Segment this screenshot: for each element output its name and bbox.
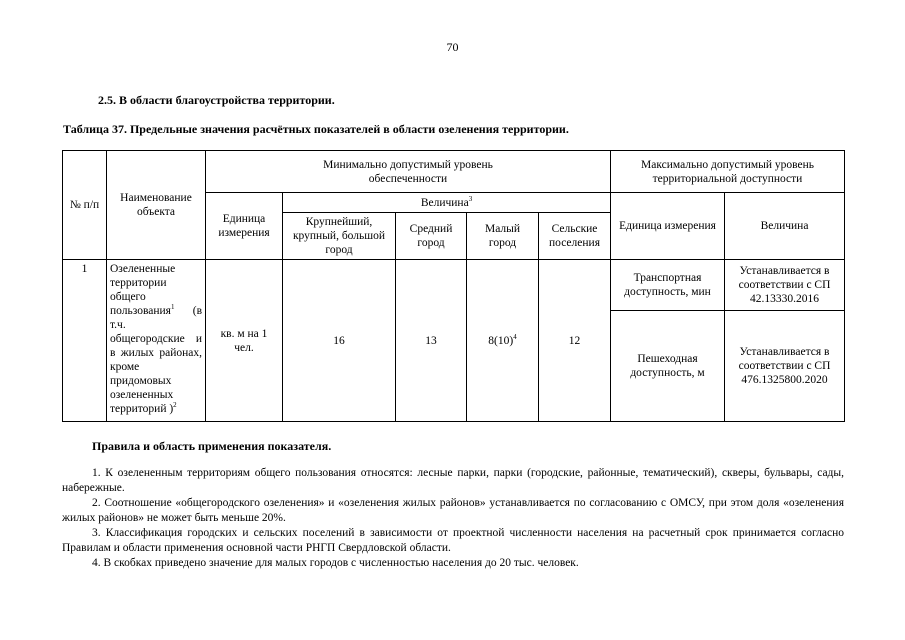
header-unit-2: Единица измерения xyxy=(611,193,725,260)
pedestrian-access-unit: Пешеходная доступность, м xyxy=(611,311,725,422)
footnote-1: 1 xyxy=(170,303,175,312)
rule-item: 1. К озелененным территориям общего пользования относятся: лесные парки, парки (городские, районные, тематический), скверы, бульвары, сады, набережные. xyxy=(62,467,844,494)
table-caption: Таблица 37. Предельные значения расчётных показателей в области озеленения территории. xyxy=(63,122,569,136)
row-small-value-text: 8(10) xyxy=(488,334,514,347)
transport-access-unit: Транспортная доступность, мин xyxy=(611,260,725,311)
rules-list xyxy=(62,466,844,571)
section-title: 2.5. В области благоустройства территории. xyxy=(98,93,335,107)
row-rural-value: 12 xyxy=(539,260,611,422)
row-unit: кв. м на 1 чел. xyxy=(206,260,283,422)
footnote-3: 3 xyxy=(468,194,473,203)
header-rural: Сельские поселения xyxy=(539,213,611,260)
row-largest-value: 16 xyxy=(283,260,396,422)
indicators-table xyxy=(62,150,845,422)
transport-access-value: Устанавливается в соответствии с СП 42.13330.2016 xyxy=(725,260,845,311)
header-value xyxy=(283,193,611,213)
header-min-level: Минимально допустимый уровень обеспеченности xyxy=(206,151,611,193)
row-name xyxy=(107,260,206,422)
header-small-city: Малый город xyxy=(467,213,539,260)
row-name-part2: (в т.ч. общегородские и в жилых районах, кроме придомовых озелененных территорий ) xyxy=(110,305,202,415)
header-num: № п/п xyxy=(63,151,107,260)
pedestrian-access-value: Устанавливается в соответствии с СП 476.1325800.2020 xyxy=(725,311,845,422)
page-number: 70 xyxy=(446,40,459,54)
row-small-value xyxy=(467,260,539,422)
footnote-2: 2 xyxy=(173,401,177,410)
row-num: 1 xyxy=(63,260,107,422)
header-medium-city: Средний город xyxy=(396,213,467,260)
rule-item: 2. Соотношение «общегородского озеленения» и «озеленения жилых районов» устанавливается по согласованию с ОМСУ, при этом доля «озеленения жилых районов» не может быть меньше 20%. xyxy=(62,497,844,524)
header-max-level: Максимально допустимый уровень территориальной доступности xyxy=(611,151,845,193)
header-largest-city: Крупнейший, крупный, большой город xyxy=(283,213,396,260)
header-value-label: Величина xyxy=(420,196,469,209)
header-unit: Единица измерения xyxy=(206,193,283,260)
header-name: Наименование объекта xyxy=(107,151,206,260)
row-name-part1: Озелененные территории общего пользования xyxy=(110,263,176,317)
footnote-4: 4 xyxy=(513,332,517,341)
rule-item: 3. Классификация городских и сельских поселений в зависимости от проектной численности населения на расчетный срок принимается согласно Правилам и области применения основной части РНГП Свердловской области. xyxy=(62,527,844,554)
rules-title: Правила и область применения показателя. xyxy=(92,439,332,453)
header-value-2: Величина xyxy=(725,193,845,260)
row-medium-value: 13 xyxy=(396,260,467,422)
rule-item: 4. В скобках приведено значение для малых городов с численностью населения до 20 тыс. человек. xyxy=(92,557,579,569)
